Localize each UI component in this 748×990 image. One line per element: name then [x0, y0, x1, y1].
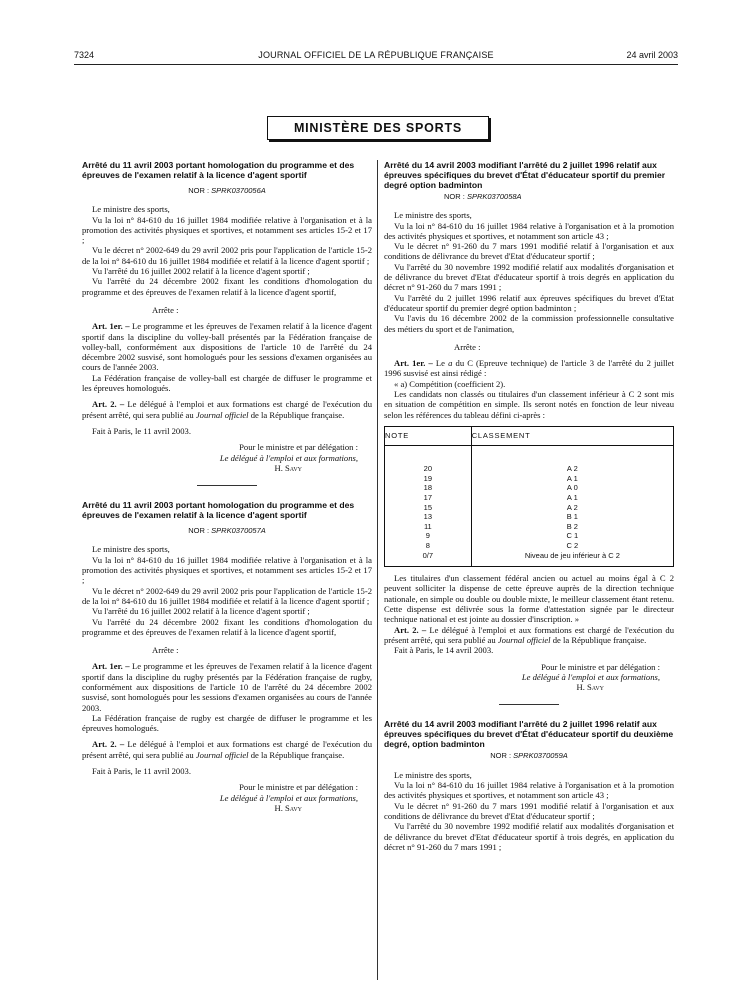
article-title: Arrêté du 14 avril 2003 modifiant l'arrêté du 2 juillet 1996 relatif aux épreuves spécifiques du brevet d'État d'éducateur sportif du premier degré option badminton — [384, 160, 666, 190]
paragraph: Vu l'arrêté du 30 novembre 1992 modifié relatif aux modalités d'organisation et de délivrance du brevet d'Etat d'éducateur sportif à trois degrés en application du décret n° 91-260 du 7 mars 1991 ; — [384, 261, 674, 293]
note-cell: 13 — [385, 512, 472, 522]
signature-line: Le délégué à l'emploi et aux formations, — [219, 452, 358, 463]
paragraph: Vu l'avis du 16 décembre 2002 de la commission professionnelle consultative des métiers du sport et de l'animation, — [384, 313, 674, 334]
classement-table — [384, 426, 674, 567]
journal-title: JOURNAL OFFICIEL DE LA RÉPUBLIQUE FRANÇAISE — [258, 50, 494, 60]
nor-code: SPRK0370056A — [211, 186, 266, 195]
article-1: Art. 1er. – Le programme et les épreuves de l'examen relatif à la licence d'agent sportif dans la discipline du rugby présentés par la Fédération française de rugby, conformément aux dispositions de l'article 10 de l'arrêté du 24 décembre 2002 susvisé, sont homologués pour les sessions d'examen organisées au cours de l'année 2003. — [82, 661, 372, 713]
header-rule — [74, 64, 678, 65]
article-2: Art. 2. – Le délégué à l'emploi et aux formations est chargé de l'exécution du présent arrêté, qui sera publié au Journal officiel de la République française. — [82, 399, 372, 420]
table-row — [385, 483, 674, 493]
table-row — [385, 531, 674, 541]
nor-code: SPRK0370058A — [466, 192, 522, 201]
paragraph: Le ministre des sports, — [394, 769, 472, 780]
article-1: Art. 1er. – Le programme et les épreuves de l'examen relatif à la licence d'agent sportif dans la discipline du volley-ball présentés par la Fédération française de volley-ball, conformément aux dispositions de l'article 10 de l'arrêté du 24 décembre 2002 susvisé, sont homologués pour les sessions d'examen organisées au cours de l'année 2003. — [82, 321, 372, 373]
paragraph: Les candidats non classés ou titulaires d'un classement inférieur à C 2 sont mis en situation de compétition en simple. Ils seront notés en fonction de leur niveau selon les références du tableau défini ci-après : — [384, 389, 674, 420]
note-cell: 20 — [385, 446, 472, 474]
left-column — [82, 160, 372, 813]
table-row — [385, 522, 674, 532]
article-title: Arrêté du 14 avril 2003 modifiant l'arrêté du 2 juillet 1996 relatif aux épreuves spécifiques du brevet d'État d'éducateur sportif du deuxième degré, option badminton — [384, 719, 674, 750]
classement-cell: B 2 — [471, 522, 673, 532]
paragraph: Vu la loi n° 84-610 du 16 juillet 1984 relative à l'organisation et à la promotion des activités physiques et sportives, et notamment son article 43 ; — [384, 780, 674, 801]
article-2: Art. 2. – Le délégué à l'emploi et aux formations est chargé de l'exécution du présent arrêté, qui sera publié au Journal officiel de la République française. — [82, 739, 372, 760]
paragraph: Vu l'arrêté du 16 juillet 2002 relatif à la licence d'agent sportif ; — [92, 606, 310, 617]
paragraph: Vu l'arrêté du 2 juillet 1996 relatif aux épreuves spécifiques du brevet d'Etat d'éducateur sportif du premier degré option badminton ; — [384, 292, 674, 313]
paragraph: Vu la loi n° 84-610 du 16 juillet 1984 modifiée relative à l'organisation et à la promotion des activités physiques et sportives, et notamment ses articles 15-2 et 17 ; — [82, 554, 372, 586]
classement-cell: A 1 — [471, 474, 673, 484]
arrete-label: Arrête : — [152, 304, 179, 315]
paragraph: Vu le décret n° 2002-649 du 29 avril 2002 pris pour l'application de l'article 15-2 de la loi n° 84-610 du 16 juillet 1984 modifiée et relatif à la licence d'agent sportif ; — [82, 245, 372, 266]
arrete-badminton-deuxieme-degre — [384, 719, 674, 852]
nor-reference: NOR : SPRK0370059A — [490, 751, 568, 761]
paragraph: La Fédération française de volley-ball est chargée de diffuser le programme et les épreuves homologués. — [82, 372, 372, 394]
table-row — [385, 446, 674, 474]
column-header-note: NOTE — [385, 426, 472, 445]
issue-date: 24 avril 2003 — [626, 50, 678, 60]
nor-code: SPRK0370057A — [211, 526, 266, 536]
table-header-row — [385, 426, 674, 445]
paragraph: Le ministre des sports, — [92, 544, 170, 555]
article-2: Art. 2. – Le délégué à l'emploi et aux formations est chargé de l'exécution du présent arrêté, qui sera publié au Journal officiel de la République française. — [384, 624, 674, 645]
table-row — [385, 493, 674, 503]
page-number: 7324 — [74, 50, 95, 60]
classement-cell: C 1 — [471, 531, 673, 541]
table-row — [385, 474, 674, 484]
fait-a-paris: Fait à Paris, le 11 avril 2003. — [92, 425, 191, 436]
paragraph: Vu l'arrêté du 24 décembre 2002 fixant les conditions d'homologation du programme et des épreuves de l'examen relatif à la licence d'agent sportif, — [82, 616, 372, 637]
table-row — [385, 512, 674, 522]
table-row — [385, 503, 674, 513]
note-cell: 17 — [385, 493, 472, 503]
page-header — [74, 50, 678, 64]
table-row — [385, 541, 674, 551]
note-cell: 0/7 — [385, 551, 472, 567]
article-1: Art. 1er. – Le a du C (Epreuve technique) de l'article 3 de l'arrêté du 2 juillet 1996 susvisé est ainsi rédigé : — [384, 358, 675, 379]
signature-line: Pour le ministre et par délégation : — [541, 661, 660, 672]
ministry-title: MINISTÈRE DES SPORTS — [267, 116, 489, 140]
signatory-name: H. Savy — [274, 802, 302, 813]
column-divider — [377, 160, 378, 980]
separator — [197, 485, 257, 486]
paragraph: « a) Compétition (coefficient 2). — [394, 378, 506, 389]
arrete-label: Arrête : — [152, 645, 179, 656]
signature-line: Le délégué à l'emploi et aux formations, — [521, 671, 660, 682]
note-cell: 15 — [385, 503, 472, 513]
signature-line: Le délégué à l'emploi et aux formations, — [219, 792, 358, 803]
paragraph: Vu le décret n° 91-260 du 7 mars 1991 modifié relatif à l'organisation et aux conditions de délivrance du brevet d'Etat d'éducateur sportif ; — [384, 241, 674, 262]
paragraph: Vu l'arrêté du 30 novembre 1992 modifié relatif aux modalités d'organisation et de délivrance du brevet d'Etat d'éducateur sportif à trois degrés, en application du décret n° 91-260 du 7 mars 1991 ; — [384, 821, 674, 852]
arrete-label: Arrête : — [454, 341, 481, 352]
arrete-volley-ball — [82, 160, 372, 473]
paragraph: Le ministre des sports, — [92, 204, 170, 215]
note-cell: 18 — [385, 483, 472, 493]
paragraph: Vu la loi n° 84-610 du 16 juillet 1984 relative à l'organisation et à la promotion des activités physiques et sportives, et notamment son article 43 ; — [384, 220, 674, 241]
classement-cell: C 2 — [471, 541, 673, 551]
nor-reference: NOR : SPRK0370058A — [444, 192, 522, 201]
signature-line: Pour le ministre et par délégation : — [239, 782, 358, 793]
note-cell: 8 — [385, 541, 472, 551]
paragraph: Vu la loi n° 84-610 du 16 juillet 1984 modifiée relative à l'organisation et à la promotion des activités physiques et sportives, et notamment ses articles 15-2 et 17 ; — [82, 214, 372, 246]
paragraph: Vu le décret n° 91-260 du 7 mars 1991 modifié relatif à l'organisation et aux conditions de délivrance du brevet d'Etat d'éducateur sportif ; — [384, 800, 674, 821]
classement-cell: A 1 — [471, 493, 673, 503]
classement-cell: Niveau de jeu inférieur à C 2 — [471, 551, 673, 567]
signature-line: Pour le ministre et par délégation : — [239, 442, 358, 453]
classement-cell: B 1 — [471, 512, 673, 522]
paragraph: Vu l'arrêté du 24 décembre 2002 fixant les conditions d'homologation du programme et des épreuves de l'examen relatif à la licence d'agent sportif, — [82, 276, 372, 297]
article-title: Arrêté du 11 avril 2003 portant homologation du programme et des épreuves de l'examen relatif à la licence d'agent sportif — [82, 500, 355, 521]
table-row — [385, 551, 674, 567]
article-title: Arrêté du 11 avril 2003 portant homologation du programme et des épreuves de l'examen relatif à la licence d'agent sportif — [82, 160, 355, 180]
signatory-name: H. Savy — [274, 462, 302, 473]
note-cell: 19 — [385, 474, 472, 484]
right-column — [384, 160, 674, 852]
note-cell: 9 — [385, 531, 472, 541]
column-header-classement: CLASSEMENT — [471, 426, 673, 445]
paragraph: Vu le décret n° 2002-649 du 29 avril 2002 pris pour l'application de l'article 15-2 de la loi n° 84-610 du 16 juillet 1984 modifiée et relatif à la licence d'agent sportif ; — [82, 585, 372, 606]
arrete-badminton-premier-degre — [384, 160, 674, 692]
paragraph: La Fédération française de rugby est chargée de diffuser le programme et les épreuves homologués. — [82, 712, 372, 734]
signatory-name: H. Savy — [576, 682, 604, 693]
classement-cell: A 0 — [471, 483, 673, 493]
paragraph: Vu l'arrêté du 16 juillet 2002 relatif à la licence d'agent sportif ; — [92, 266, 310, 277]
paragraph: Les titulaires d'un classement fédéral ancien ou actuel au moins égal à C 2 peuvent solliciter la dispense de cette épreuve auprès de la direction technique nationale, en simple ou double ou double mixte, le meilleur classement étant retenu. Cette dispense est délivrée sous la forme d'attestation signée par le directeur technique national et est jointe au dossier d'inscription. » — [384, 573, 674, 625]
arrete-rugby — [82, 500, 372, 813]
nor-reference: NOR : SPRK0370056A — [188, 186, 266, 195]
paragraph: Le ministre des sports, — [394, 210, 472, 221]
classement-cell: A 2 — [471, 503, 673, 513]
note-cell: 11 — [385, 522, 472, 532]
fait-a-paris: Fait à Paris, le 14 avril 2003. — [394, 645, 494, 656]
separator — [499, 704, 559, 705]
classement-cell: A 2 — [471, 446, 673, 474]
table-body — [385, 446, 674, 567]
nor-reference: NOR : SPRK0370057A — [188, 526, 266, 536]
fait-a-paris: Fait à Paris, le 11 avril 2003. — [92, 766, 191, 777]
nor-code: SPRK0370059A — [513, 751, 568, 761]
